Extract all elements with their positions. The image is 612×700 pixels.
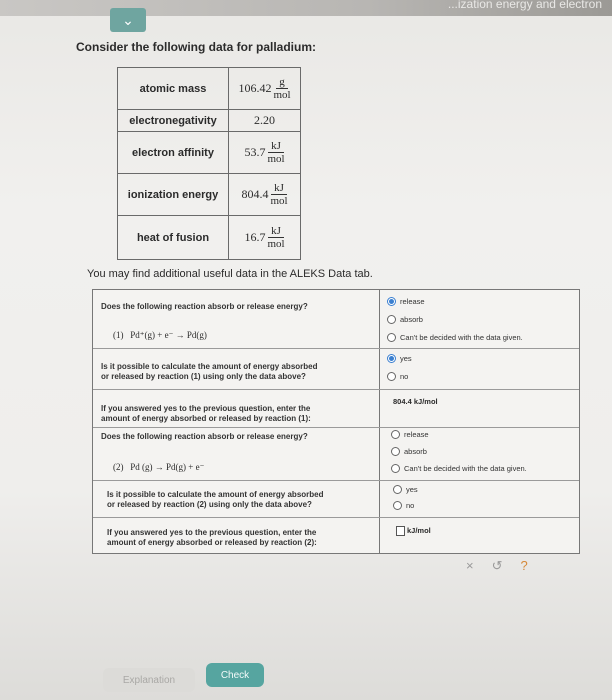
reaction-1-equation: Pd⁺(g) + e⁻ → Pd(g): [130, 330, 207, 340]
row-divider: [93, 517, 579, 518]
collapse-chevron-button[interactable]: [110, 8, 146, 32]
undo-icon[interactable]: ↺: [491, 558, 503, 573]
property-value: 16.7: [244, 230, 266, 244]
breadcrumb: ...ization energy and electron: [447, 0, 602, 11]
option-yes[interactable]: yes: [387, 354, 412, 363]
reaction-1-energy-input[interactable]: 804.4 kJ/mol: [393, 397, 438, 406]
unit-numerator: kJ: [268, 225, 284, 238]
column-divider: [379, 290, 380, 553]
radio-icon[interactable]: [391, 447, 400, 456]
row-divider: [93, 389, 579, 390]
unit-numerator: kJ: [268, 140, 284, 153]
radio-icon[interactable]: [393, 485, 402, 494]
radio-icon[interactable]: [387, 333, 396, 342]
radio-icon[interactable]: [391, 430, 400, 439]
property-label: ionization energy: [118, 174, 229, 216]
clear-icon[interactable]: ×: [466, 558, 474, 573]
row-divider: [93, 480, 579, 481]
unit-numerator: kJ: [271, 182, 287, 195]
question-4-text: Does the following reaction absorb or release energy?: [101, 432, 308, 441]
option-absorb[interactable]: absorb: [387, 315, 423, 324]
page-title: Consider the following data for palladium:: [76, 40, 317, 54]
data-tab-note: You may find additional useful data in the ALEKS Data tab.: [87, 268, 373, 280]
property-label: electron affinity: [118, 132, 229, 174]
check-button[interactable]: Check: [206, 663, 264, 687]
option-no[interactable]: no: [393, 501, 414, 510]
table-row: [118, 132, 301, 174]
property-value: 53.7: [244, 145, 266, 159]
help-icon[interactable]: ?: [520, 558, 528, 573]
option-release[interactable]: release: [391, 430, 429, 439]
unit-denominator: mol: [267, 153, 285, 165]
reaction-2-equation: Pd (g) → Pd(g) + e⁻: [130, 462, 205, 472]
option-absorb[interactable]: absorb: [391, 447, 427, 456]
table-row: [118, 110, 301, 132]
property-label: atomic mass: [118, 68, 229, 110]
unit-denominator: mol: [273, 89, 291, 101]
question-3-text: If you answered yes to the previous question, enter the amount of energy absorbed or released by reaction (1):: [101, 404, 311, 423]
question-5-text: Is it possible to calculate the amount of energy absorbed or released by reaction (2) using only the data above?: [107, 490, 324, 509]
question-box: [92, 289, 580, 554]
reaction-2-energy-input[interactable]: [396, 526, 431, 536]
reaction-2-label: (2): [113, 462, 124, 472]
top-bar: [0, 0, 612, 16]
radio-icon[interactable]: [393, 501, 402, 510]
chevron-down-icon: ⌄: [122, 11, 134, 28]
reaction-1: [113, 330, 207, 341]
option-yes[interactable]: yes: [393, 485, 418, 494]
option-cant-decide[interactable]: Can't be decided with the data given.: [391, 464, 527, 473]
table-row: [118, 174, 301, 216]
property-value: 2.20: [254, 113, 275, 127]
radio-icon[interactable]: [391, 464, 400, 473]
reaction-2: [113, 462, 204, 473]
option-cant-decide[interactable]: Can't be decided with the data given.: [387, 333, 523, 342]
answer-actions: [466, 558, 528, 574]
reaction-1-label: (1): [113, 330, 124, 340]
question-6-text: If you answered yes to the previous question, enter the amount of energy absorbed or released by reaction (2):: [107, 528, 317, 547]
property-label: heat of fusion: [118, 216, 229, 260]
radio-selected-icon[interactable]: [387, 354, 396, 363]
property-value: 804.4: [241, 187, 269, 201]
question-2-text: Is it possible to calculate the amount of energy absorbed or released by reaction (1) using only the data above?: [101, 362, 318, 381]
property-label: electronegativity: [118, 110, 229, 132]
table-row: [118, 68, 301, 110]
unit-denominator: mol: [270, 195, 288, 207]
property-value: 106.42: [238, 81, 272, 95]
question-1-text: Does the following reaction absorb or release energy?: [101, 302, 308, 311]
row-divider: [93, 427, 579, 428]
unit-denominator: mol: [267, 238, 285, 250]
table-row: [118, 216, 301, 260]
palladium-data-table: [117, 67, 301, 260]
option-release[interactable]: release: [387, 297, 425, 306]
explanation-button[interactable]: Explanation: [103, 668, 195, 692]
unit-label: kJ/mol: [407, 526, 431, 535]
radio-selected-icon[interactable]: [387, 297, 396, 306]
answer-input-box[interactable]: [396, 526, 405, 536]
radio-icon[interactable]: [387, 315, 396, 324]
unit-numerator: g: [276, 76, 288, 89]
radio-icon[interactable]: [387, 372, 396, 381]
option-no[interactable]: no: [387, 372, 408, 381]
row-divider: [93, 348, 579, 349]
